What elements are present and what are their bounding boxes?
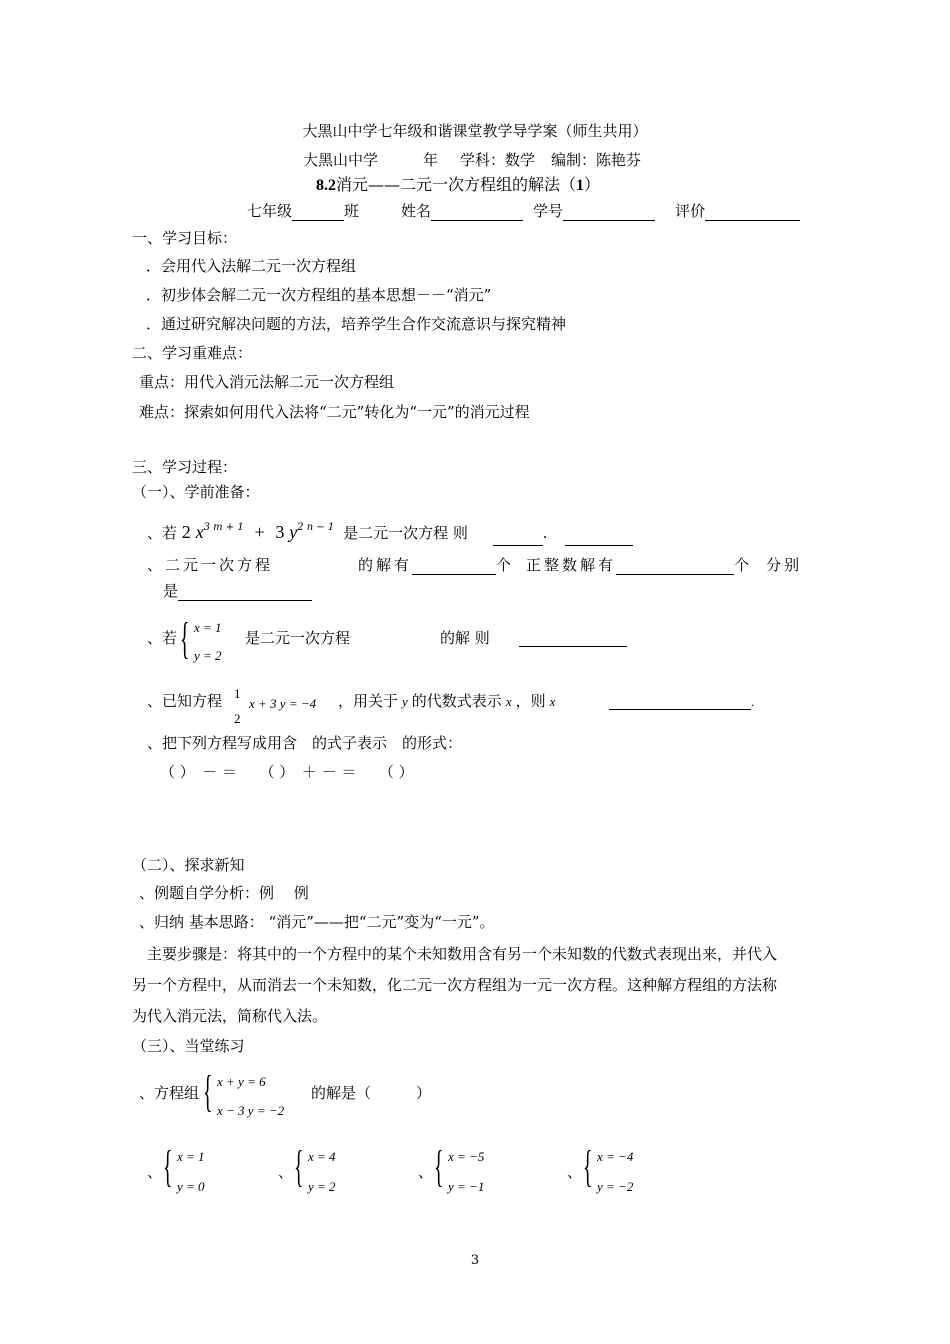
q4-end: . — [751, 696, 755, 709]
practice-q1-prefix: 、方程组 — [139, 1084, 200, 1102]
info-line — [303, 150, 641, 170]
explore-heading: （二）、探求新知 — [132, 856, 245, 874]
q4-var-x: x — [505, 694, 512, 709]
q1-suffix: 是二元一次方程 则 — [343, 524, 468, 542]
q1-exp-1: 3 m + 1 — [203, 522, 244, 533]
q3-mid: 是二元一次方程 — [245, 629, 351, 647]
q4-var-x2: x — [549, 694, 556, 709]
goals-heading: 一、学习目标： — [132, 229, 238, 247]
q1-blank-n[interactable] — [565, 529, 633, 546]
option-b-brace: { — [294, 1142, 304, 1191]
difficulty-text: 难点：探索如何用代入法将“二元”转化为“一元”的消元过程 — [139, 403, 530, 421]
q2-text-2: 个 — [496, 556, 515, 574]
name-blank[interactable] — [431, 204, 523, 221]
option-d-row-1: x = −4 — [597, 1149, 634, 1164]
q1-var-y: y — [289, 522, 298, 542]
process-heading: 三、学习过程： — [132, 458, 238, 476]
q1-prefix: 、若 — [147, 524, 178, 542]
grade-label: 七年级 — [247, 202, 293, 220]
info-subject: 学科：数学 — [460, 151, 536, 169]
option-b[interactable] — [308, 1149, 336, 1195]
number-blank[interactable] — [563, 204, 655, 221]
practice-q1-row-1: x + y = 6 — [217, 1074, 266, 1089]
number-label: 学号 — [533, 202, 564, 220]
prep-heading: （一）、学前准备： — [132, 483, 260, 501]
q2-text-1: 的解有 — [358, 556, 413, 574]
q2-text-5: 分别 — [766, 556, 803, 574]
prep-question-2 — [147, 555, 802, 575]
option-c-row-2: y = −1 — [448, 1179, 485, 1194]
q3-blank[interactable] — [519, 630, 627, 647]
q4-expr: x + 3 y = −4 — [249, 696, 317, 711]
option-a-mark: 、 — [147, 1163, 163, 1181]
option-b-row-2: y = 2 — [308, 1179, 336, 1194]
q4-frac-num: 1 — [234, 686, 241, 701]
q3-brace: { — [180, 614, 190, 663]
practice-q1-suffix: 的解是（ ） — [311, 1084, 432, 1102]
q3-row-2: y = 2 — [194, 648, 222, 663]
option-c-brace: { — [434, 1142, 444, 1191]
q4-text — [338, 691, 559, 712]
practice-q1-system — [217, 1074, 284, 1119]
option-b-mark: 、 — [278, 1163, 294, 1181]
q3-prefix: 、若 — [147, 629, 178, 647]
q2-prefix: 、二元一次方程 — [147, 556, 274, 574]
prep-question-2-cont — [163, 581, 312, 601]
lesson-title-text: 消元——二元一次方程组的解法（ — [336, 175, 577, 194]
q1-coef-2: 3 — [275, 522, 285, 542]
page-number: 3 — [470, 1253, 480, 1268]
practice-q1-brace: { — [203, 1067, 213, 1116]
option-d-brace: { — [583, 1142, 593, 1191]
key-points-heading: 二、学习重难点： — [132, 344, 253, 362]
info-editor: 编制：陈艳芬 — [551, 151, 642, 169]
explore-line-2: 、归纳 基本思路： “消元”——把“二元”变为“一元”。 — [139, 913, 495, 931]
class-label: 班 — [344, 202, 360, 220]
option-d-mark: 、 — [567, 1163, 583, 1181]
q1-plus: + — [254, 522, 265, 542]
student-info-line — [247, 201, 800, 221]
option-c[interactable] — [448, 1149, 484, 1195]
option-d[interactable] — [597, 1149, 633, 1195]
option-a-brace: { — [163, 1142, 173, 1191]
option-a[interactable] — [177, 1149, 205, 1195]
q5-text: 、把下列方程写成用含 的式子表示 的形式： — [147, 734, 463, 752]
eval-label: 评价 — [675, 202, 706, 220]
option-a-row-1: x = 1 — [177, 1149, 205, 1164]
practice-heading: （三）、当堂练习 — [132, 1037, 245, 1055]
q1-dot: . — [542, 524, 548, 542]
q1-blank-m[interactable] — [493, 529, 543, 546]
option-d-row-2: y = −2 — [597, 1179, 634, 1194]
goal-item: ．通过研究解决问题的方法，培养学生合作交流意识与探究精神 — [146, 315, 567, 333]
explore-para-2: 另一个方程中，从而消去一个未知数，化二元一次方程组为一元一次方程。这种解方程组的方法称 — [132, 976, 778, 994]
q4-frac-den: 2 — [234, 711, 241, 726]
goal-item: ．会用代入法解二元一次方程组 — [146, 257, 357, 275]
focus-text: 重点：用代入消元法解二元一次方程组 — [139, 373, 395, 391]
q4-text-3: ，则 — [515, 692, 546, 710]
lesson-part: 1 — [576, 177, 585, 194]
q3-system — [194, 620, 222, 664]
grade-blank[interactable] — [292, 204, 344, 221]
option-c-mark: 、 — [418, 1163, 434, 1181]
lesson-title — [316, 175, 600, 196]
practice-q1-row-2: x − 3 y = −2 — [217, 1103, 285, 1118]
lesson-number: 8.2 — [316, 177, 336, 194]
info-school: 大黑山中学 — [303, 151, 379, 169]
prep-question-1 — [147, 522, 633, 546]
eval-blank[interactable] — [705, 204, 800, 221]
goal-item: ．初步体会解二元一次方程组的基本思想－－“消元” — [146, 286, 492, 304]
q1-var-x: x — [195, 522, 204, 542]
q3-row-1: x = 1 — [194, 620, 222, 635]
q1-exp-2: 2 n − 1 — [297, 522, 335, 533]
option-a-row-2: y = 0 — [177, 1179, 205, 1194]
q2-line2: 是 — [163, 582, 179, 600]
explore-line-1: 、例题自学分析：例 例 — [139, 884, 309, 902]
q4-prefix: 、已知方程 — [147, 692, 223, 710]
option-c-row-1: x = −5 — [448, 1149, 485, 1164]
doc-title: 大黑山中学七年级和谐课堂教学导学案（师生共用） — [302, 122, 648, 140]
q3-suffix: 的解 则 — [440, 629, 490, 647]
name-label: 姓名 — [401, 202, 432, 220]
q4-var-y: y — [402, 694, 408, 709]
q4-blank[interactable] — [609, 693, 751, 710]
info-year: 年 — [423, 151, 439, 169]
q1-coef-1: 2 — [181, 522, 191, 542]
q5-parts: （ ） － ＝ （ ） ＋ － ＝ （ ） — [160, 763, 414, 781]
explore-para-3: 为代入消元法，简称代入法。 — [132, 1007, 328, 1025]
option-b-row-1: x = 4 — [308, 1149, 336, 1164]
q2-blank-positive[interactable] — [616, 558, 734, 575]
q2-text-3: 正整数解有 — [526, 556, 617, 574]
q2-blank-list[interactable] — [178, 584, 312, 601]
q2-text-4: 个 — [734, 556, 753, 574]
lesson-close: ） — [584, 175, 601, 194]
q4-text-1: ，用关于 — [338, 692, 399, 710]
q4-text-2: 的代数式表示 — [411, 692, 502, 710]
explore-para-1: 主要步骤是：将其中的一个方程中的某个未知数用含有另一个未知数的代数式表现出来，并代入 — [147, 945, 778, 963]
q2-blank-count[interactable] — [412, 558, 496, 575]
